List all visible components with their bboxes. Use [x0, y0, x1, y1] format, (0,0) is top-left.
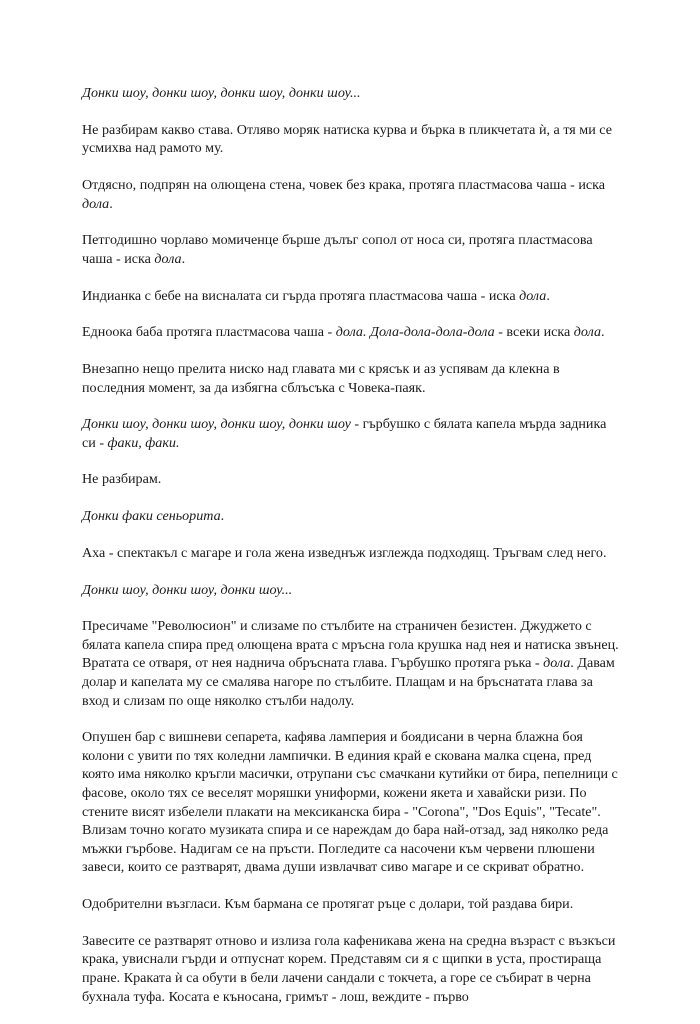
- paragraph: [82, 121, 622, 158]
- italic-text: Донки шоу, донки шоу, донки шоу, донки шоу...: [82, 85, 361, 101]
- paragraph: [82, 617, 622, 710]
- paragraph: [82, 581, 622, 600]
- text-run: Завесите се разтварят отново и излиза гола кафеникава жена на средна възраст с възкъси крака, увиснали гърди и отпуснат корем. Представям си я с щипки в уста, простираща пране. Краката ѝ са обути в бели лачени сандали с токчета, а горе се събират в черна бухнала туфа. Косата е къносана, гримът - лош, веждите - първо: [82, 932, 616, 1005]
- text-run: - гърбушко с бялата капела мърда задника си -: [82, 416, 607, 451]
- paragraph: [82, 507, 622, 526]
- italic-text: дола: [543, 655, 571, 672]
- paragraph: [82, 932, 622, 1006]
- text-run: .: [181, 250, 186, 267]
- paragraph: [82, 415, 622, 452]
- text-run: Не разбирам.: [82, 471, 162, 488]
- italic-text: факи, факи.: [107, 434, 180, 451]
- text-run: Петгодишно чорлаво момиченце бърше дълъг сопол от носа си, протяга пластмасова чаша - иска: [82, 232, 593, 267]
- paragraph: [82, 895, 622, 914]
- text-run: .: [601, 324, 605, 341]
- italic-text: дола: [519, 287, 547, 304]
- paragraph: [82, 231, 622, 268]
- paragraph: [82, 544, 622, 563]
- italic-text: Донки шоу, донки шоу, донки шоу...: [82, 581, 293, 598]
- italic-text: дола: [573, 324, 601, 341]
- italic-text: Донки шоу, донки шоу, донки шоу, донки шоу: [82, 416, 351, 433]
- paragraph: [82, 176, 622, 213]
- paragraph: [82, 323, 622, 342]
- text-run: Внезапно нещо прелита ниско над главата ми с крясък и аз успявам да клекна в последния момент, за да избягна сблъсъка с Човека-паяк.: [82, 360, 560, 396]
- text-run: .: [220, 508, 225, 525]
- italic-text: Донки факи сеньорита: [82, 508, 221, 525]
- text-run: Отдясно, подпрян на олющена стена, човек без крака, протяга пластмасова чаша - иска: [82, 176, 606, 193]
- text-run: Едноока баба протяга пластмасова чаша -: [82, 324, 336, 341]
- paragraph: [82, 287, 622, 306]
- italic-text: дола: [82, 195, 110, 212]
- text-run: Пресичаме "Революсион" и слизаме по стълбите на страничен безистен. Джуджето с бялата капела спира пред олющена врата с мръсна гола крушка над нея и натиска звънец. Вратата се отваря, от нея надничa обръсната глава. Гърбушко протяга ръка -: [82, 618, 619, 672]
- paragraph: [82, 360, 622, 397]
- paragraph: [82, 470, 622, 489]
- document-page: [82, 84, 622, 1024]
- text-run: Индианка с бебе на висналата си гърда протяга пластмасова чаша - иска: [82, 287, 520, 304]
- italic-text: дола. Дола-дола-дола-дола: [335, 324, 495, 341]
- text-run: - всеки иска: [494, 324, 574, 341]
- text-run: Аха - спектакъл с магаре и гола жена изведнъж изглежда подходящ. Тръгвам след него.: [82, 544, 607, 561]
- text-run: .: [109, 195, 113, 212]
- paragraph: [82, 84, 622, 103]
- text-run: Одобрителни възгласи. Към бармана се протягат ръце с долари, той раздава бири.: [82, 896, 574, 913]
- paragraph: [82, 728, 622, 877]
- italic-text: дола: [154, 250, 182, 267]
- text-run: . Давам долар и капелата му се смалява нагоре по стълбите. Плащам и на бръснатата глава за вход и слизам по още няколко стълби надолу.: [82, 655, 615, 709]
- text-run: Не разбирам какво става. Отляво моряк натиска курва и бърка в пликчетата ѝ, а тя ми се усмихва над рамото му.: [82, 121, 612, 157]
- text-run: Опушен бар с вишневи сепарета, кафява ламперия и боядисани в черна блажна боя колони с увити по тях коледни лампички. В единия край е скована малка сцена, пред която има няколко кръгли масички, отрупани със смачкани кутийки от бира, пепелници с фасове, около тях се веселят моряшки униформи, кожени якета и хавайски ризи. По стените висят избелели плакати на мексиканска бира - "Corona", "Dos Equis", "Tecate". Влизам точно когато музиката спира и се нареждам до бара най-отзад, зад няколко реда мъжки гърбове. Надигам се на пръсти. Погледите са насочени към червени плюшени завеси, които се разтварят, двама души извлачват сиво магаре и се скриват обратно.: [82, 729, 618, 876]
- text-run: .: [546, 287, 550, 304]
